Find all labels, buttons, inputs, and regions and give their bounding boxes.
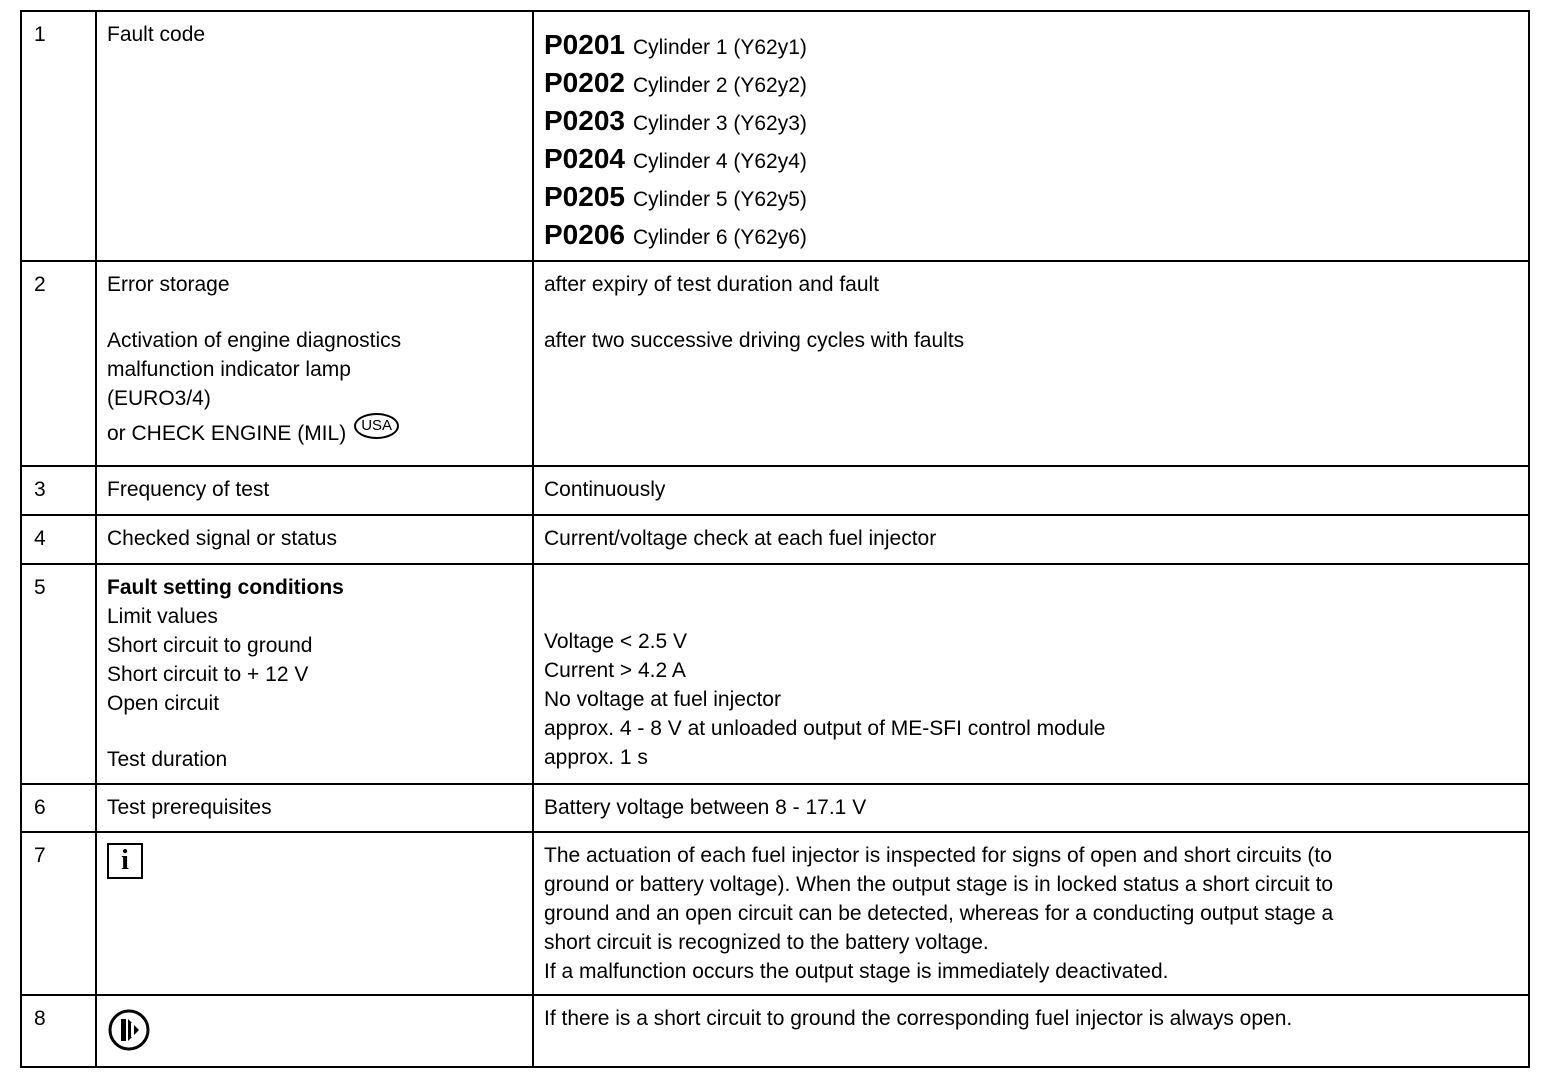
fault-code: P0206 <box>544 219 625 250</box>
row-number: 2 <box>21 261 96 466</box>
usa-badge-icon: USA <box>354 413 399 439</box>
fault-code-line <box>544 140 1518 178</box>
note-icon <box>107 1008 151 1052</box>
table-row <box>21 784 1529 832</box>
fault-code: P0204 <box>544 143 625 174</box>
table-row <box>21 11 1529 261</box>
table-row <box>21 261 1529 466</box>
fault-code: P0205 <box>544 181 625 212</box>
fault-code-line <box>544 216 1518 254</box>
open-circuit-value: approx. 4 - 8 V at unloaded output of ME-SFI control module <box>544 717 1106 740</box>
fault-code-line <box>544 26 1518 64</box>
activation-value: after two successive driving cycles with faults <box>544 329 965 352</box>
row-label: Test prerequisites <box>96 784 533 832</box>
row-number: 5 <box>21 564 96 784</box>
row-label: Checked signal or status <box>96 515 533 564</box>
activation-label-line: Activation of engine diagnostics <box>107 329 402 352</box>
row-number: 6 <box>21 784 96 832</box>
open-circuit-label: Open circuit <box>107 692 220 715</box>
open-circuit-value: No voltage at fuel injector <box>544 688 781 711</box>
row-label <box>96 995 533 1067</box>
description-line: ground or battery voltage). When the output stage is in locked status a short circuit to <box>544 873 1334 896</box>
row-number: 3 <box>21 466 96 515</box>
fault-code-line <box>544 64 1518 102</box>
fault-setting-title: Fault setting conditions <box>107 576 344 599</box>
row-label <box>96 832 533 995</box>
fault-code-description: Cylinder 6 (Y62y6) <box>632 226 807 249</box>
activation-label-line: (EURO3/4) <box>107 387 211 410</box>
fault-code: P0202 <box>544 67 625 98</box>
table-row <box>21 466 1529 515</box>
test-duration-label: Test duration <box>107 748 228 771</box>
error-storage-label: Error storage <box>107 273 230 296</box>
row-value: If there is a short circuit to ground the corresponding fuel injector is always open. <box>533 995 1529 1067</box>
fault-code: P0201 <box>544 29 625 60</box>
diagnostic-table <box>20 10 1530 1068</box>
description-line: If a malfunction occurs the output stage is immediately deactivated. <box>544 960 1169 983</box>
activation-label-line: malfunction indicator lamp <box>107 358 351 381</box>
table-row <box>21 995 1529 1067</box>
table-row <box>21 515 1529 564</box>
row-number: 1 <box>21 11 96 261</box>
row-label <box>96 564 533 784</box>
description-line: The actuation of each fuel injector is inspected for signs of open and short circuits (to <box>544 844 1332 867</box>
short-ground-label: Short circuit to ground <box>107 634 313 657</box>
fault-code-description: Cylinder 4 (Y62y4) <box>632 150 807 173</box>
short-12v-value: Current > 4.2 A <box>544 659 686 682</box>
row-value: Battery voltage between 8 - 17.1 V <box>533 784 1529 832</box>
row-label: Frequency of test <box>96 466 533 515</box>
test-duration-value: approx. 1 s <box>544 746 648 769</box>
row-number: 4 <box>21 515 96 564</box>
table-row <box>21 832 1529 995</box>
row-value: Current/voltage check at each fuel injector <box>533 515 1529 564</box>
error-storage-value: after expiry of test duration and fault <box>544 273 880 296</box>
limit-values-label: Limit values <box>107 605 218 628</box>
fault-code-list <box>533 11 1529 261</box>
check-engine-label: or CHECK ENGINE (MIL) <box>107 422 347 445</box>
table-row <box>21 564 1529 784</box>
row-number: 8 <box>21 995 96 1067</box>
row-value: Continuously <box>533 466 1529 515</box>
row-value <box>533 832 1529 995</box>
fault-code-line <box>544 178 1518 216</box>
row-label: Fault code <box>96 11 533 261</box>
description-line: ground and an open circuit can be detected, whereas for a conducting output stage a <box>544 902 1334 925</box>
fault-code-description: Cylinder 2 (Y62y2) <box>632 74 807 97</box>
row-value <box>533 564 1529 784</box>
row-value <box>533 261 1529 466</box>
fault-code: P0203 <box>544 105 625 136</box>
short-12v-label: Short circuit to + 12 V <box>107 663 309 686</box>
short-ground-value: Voltage < 2.5 V <box>544 630 688 653</box>
row-number: 7 <box>21 832 96 995</box>
activation-label-line <box>107 419 522 449</box>
fault-code-line <box>544 102 1518 140</box>
info-icon: i <box>107 843 143 879</box>
fault-code-description: Cylinder 3 (Y62y3) <box>632 112 807 135</box>
row-label <box>96 261 533 466</box>
description-line: short circuit is recognized to the battery voltage. <box>544 931 989 954</box>
fault-code-description: Cylinder 1 (Y62y1) <box>632 36 807 59</box>
fault-code-description: Cylinder 5 (Y62y5) <box>632 188 807 211</box>
